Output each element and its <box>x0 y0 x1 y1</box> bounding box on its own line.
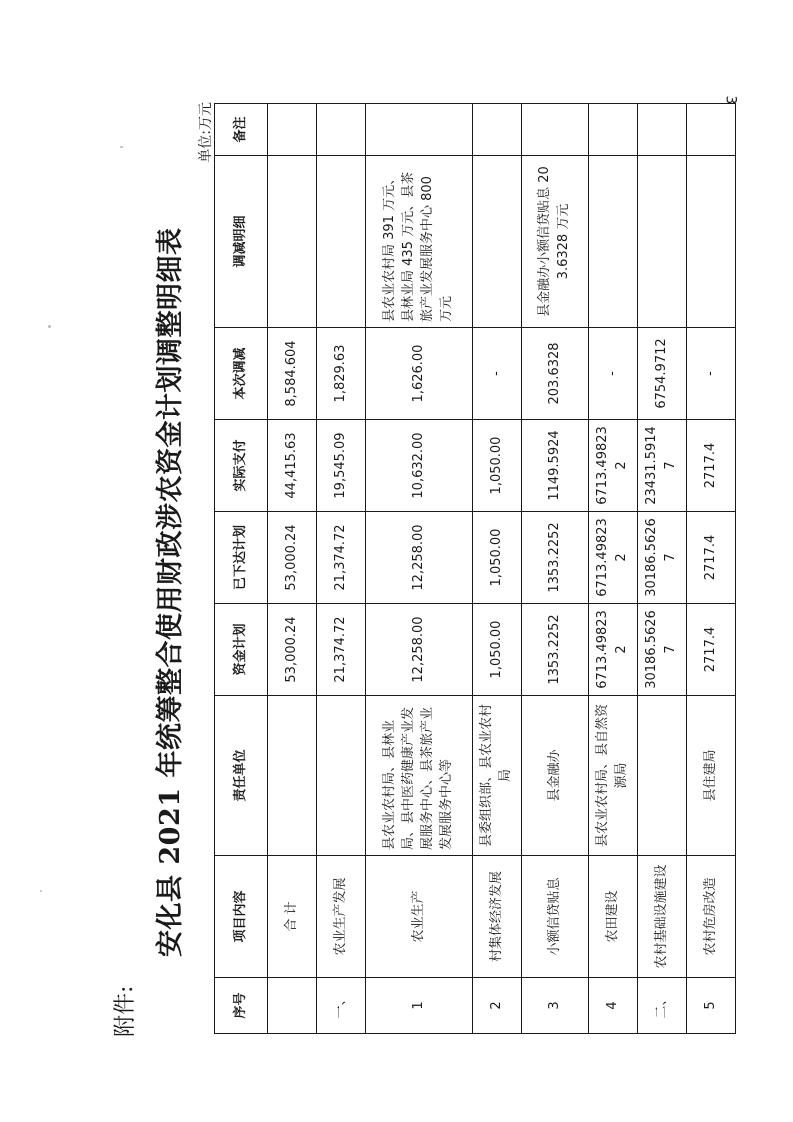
cell-detail <box>687 156 736 328</box>
cell-plan: 2717.4 <box>687 604 736 696</box>
cell-reduce: 1,829.63 <box>317 328 366 420</box>
table-row <box>366 104 473 1034</box>
cell-detail: 县金融办小额信贷贴息 203.6328 万元 <box>522 156 589 328</box>
cell-note <box>638 104 687 156</box>
cell-item: 合 计 <box>268 856 317 978</box>
table-row <box>268 104 317 1034</box>
cell-plan: 1,050.00 <box>473 604 522 696</box>
cell-paid: 1,050.00 <box>473 420 522 512</box>
cell-plan: 6713.498232 <box>589 604 638 696</box>
cell-no: 3 <box>522 978 589 1034</box>
cell-plan: 30186.56267 <box>638 604 687 696</box>
cell-item: 农田建设 <box>589 856 638 978</box>
cell-detail <box>589 156 638 328</box>
cell-no: 2 <box>473 978 522 1034</box>
header-item: 项目内容 <box>215 856 268 978</box>
cell-plan: 1353.2252 <box>522 604 589 696</box>
cell-detail: 县农业农村局 391 万元、县林业局 435 万元、县茶旅产业发展服务中心 800 万元 <box>366 156 473 328</box>
cell-note <box>687 104 736 156</box>
cell-plan: 12,258.00 <box>366 604 473 696</box>
cell-issued: 2717.4 <box>687 512 736 604</box>
adjustment-table <box>214 103 736 1034</box>
cell-reduce: 6754.9712 <box>638 328 687 420</box>
cell-note <box>522 104 589 156</box>
cell-note <box>366 104 473 156</box>
table-row <box>638 104 687 1034</box>
cell-no: 二、 <box>638 978 687 1034</box>
cell-note <box>589 104 638 156</box>
cell-no: 4 <box>589 978 638 1034</box>
page-number: 3 <box>722 95 739 105</box>
table-row <box>473 104 522 1034</box>
cell-unit: 县金融办 <box>522 696 589 856</box>
cell-item: 农村基础设施建设 <box>638 856 687 978</box>
cell-unit: 县农业农村局、县林业局、县中医药健康产业发展服务中心、县茶旅产业发展服务中心等 <box>366 696 473 856</box>
cell-paid: 1149.5924 <box>522 420 589 512</box>
cell-no <box>268 978 317 1034</box>
cell-reduce: 1,626.00 <box>366 328 473 420</box>
cell-item: 小额信贷贴息 <box>522 856 589 978</box>
cell-reduce: - <box>473 328 522 420</box>
cell-issued: 1353.2252 <box>522 512 589 604</box>
cell-unit: 县住建局 <box>687 696 736 856</box>
page-title: 安化县 2021 年统筹整合使用财政涉农资金计划调整明细表 <box>155 227 186 957</box>
cell-reduce: - <box>687 328 736 420</box>
cell-detail <box>268 156 317 328</box>
cell-note <box>317 104 366 156</box>
table-row <box>317 104 366 1034</box>
cell-paid: 2717.4 <box>687 420 736 512</box>
cell-paid: 44,415.63 <box>268 420 317 512</box>
cell-issued: 1,050.00 <box>473 512 522 604</box>
table-row <box>687 104 736 1034</box>
cell-issued: 12,258.00 <box>366 512 473 604</box>
cell-detail <box>473 156 522 328</box>
cell-unit <box>268 696 317 856</box>
unit-label: 单位:万元 <box>198 102 214 163</box>
attachment-label: 附件: <box>113 985 138 1037</box>
cell-paid: 10,632.00 <box>366 420 473 512</box>
cell-issued: 30186.56267 <box>638 512 687 604</box>
cell-item: 村集体经济发展 <box>473 856 522 978</box>
cell-issued: 53,000.24 <box>268 512 317 604</box>
header-no: 序号 <box>215 978 268 1034</box>
cell-reduce: 203.6328 <box>522 328 589 420</box>
header-reduce: 本次调减 <box>215 328 268 420</box>
header-note: 备注 <box>215 104 268 156</box>
cell-issued: 6713.498232 <box>589 512 638 604</box>
cell-unit <box>638 696 687 856</box>
header-issued: 已下达计划 <box>215 512 268 604</box>
cell-detail <box>317 156 366 328</box>
table-header-row <box>215 104 268 1034</box>
cell-note <box>473 104 522 156</box>
cell-reduce: 8,584.604 <box>268 328 317 420</box>
cell-issued: 21,374.72 <box>317 512 366 604</box>
cell-item: 农村危房改造 <box>687 856 736 978</box>
header-detail: 调减明细 <box>215 156 268 328</box>
cell-paid: 23431.59147 <box>638 420 687 512</box>
cell-paid: 19,545.09 <box>317 420 366 512</box>
cell-paid: 6713.498232 <box>589 420 638 512</box>
cell-plan: 53,000.24 <box>268 604 317 696</box>
cell-note <box>268 104 317 156</box>
cell-no: 1 <box>366 978 473 1034</box>
header-unit: 责任单位 <box>215 696 268 856</box>
cell-detail <box>638 156 687 328</box>
cell-plan: 21,374.72 <box>317 604 366 696</box>
table-row <box>589 104 638 1034</box>
cell-unit: 县农业农村局、县自然资源局 <box>589 696 638 856</box>
header-plan: 资金计划 <box>215 604 268 696</box>
cell-reduce: - <box>589 328 638 420</box>
header-paid: 实际支付 <box>215 420 268 512</box>
cell-item: 农业生产 <box>366 856 473 978</box>
cell-unit <box>317 696 366 856</box>
cell-no: 5 <box>687 978 736 1034</box>
table-row <box>522 104 589 1034</box>
cell-unit: 县委组织部、县农业农村局 <box>473 696 522 856</box>
cell-item: 农业生产发展 <box>317 856 366 978</box>
cell-no: 一、 <box>317 978 366 1034</box>
